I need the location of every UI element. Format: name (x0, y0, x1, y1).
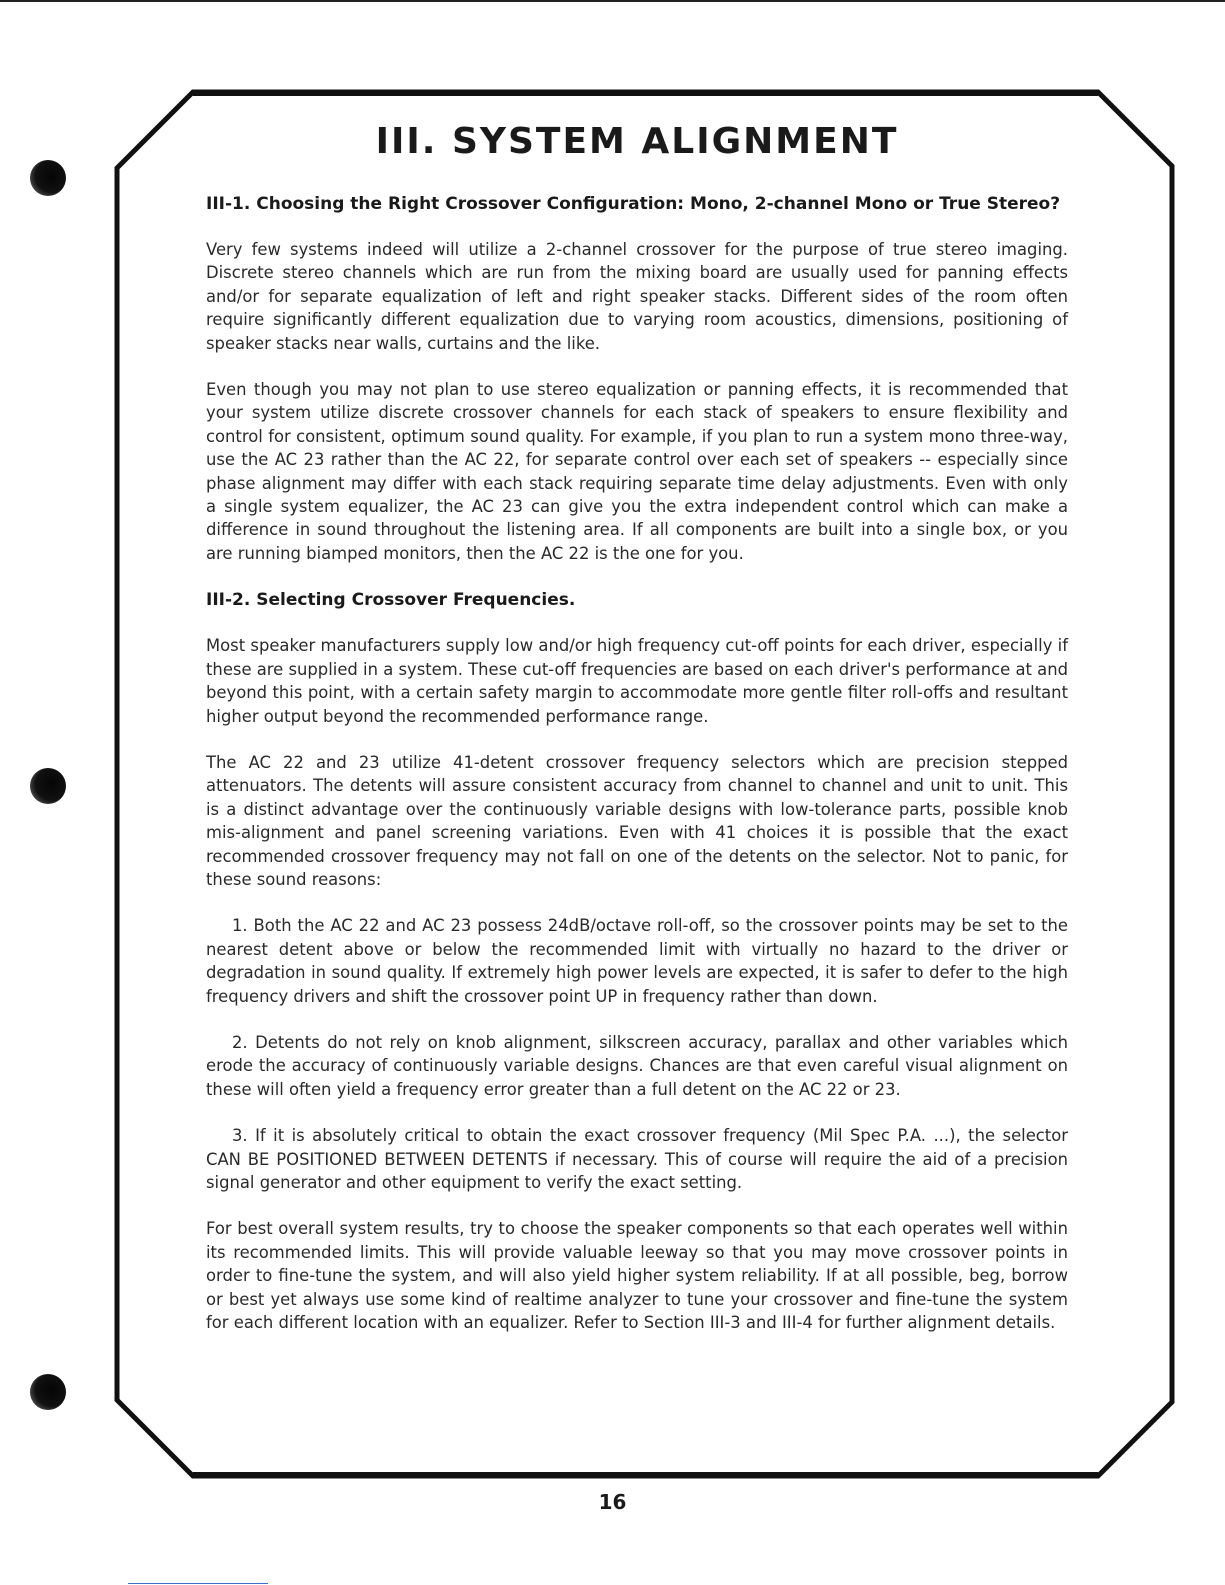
paragraph: Even though you may not plan to use stereo equalization or panning effects, it is recommended that your system utilize discrete crossover channels for each stack of speakers to ensure flexibility and control for consistent, optimum sound quality. For example, if you plan to run a system mono three-way, use the AC 23 rather than the AC 22, for separate control over each set of speakers -- especially since phase alignment may differ with each stack requiring separate time delay adjustments. Even with only a single system equalizer, the AC 23 can give you the extra independent control which can make a difference in sound throughout the listening area. If all components are built into a single box, or you are running biamped monitors, then the AC 22 is the one for you. (206, 380, 1068, 563)
bottom-edge-mark (128, 1583, 268, 1584)
binder-hole-bottom (30, 1374, 66, 1410)
section-heading-1: III-1. Choosing the Right Crossover Configuration: Mono, 2-channel Mono or True Stereo? (206, 194, 1061, 214)
paragraph: The AC 22 and 23 utilize 41-detent crossover frequency selectors which are precision stepped attenuators. The detents will assure consistent accuracy from channel to channel and unit to unit. This is a distinct advantage over the continuously variable designs with low-tolerance parts, possible knob mis-alignment and panel screening variations. Even with 41 choices it is possible that the exact recommended crossover frequency may not fall on one of the detents on the selector. Not to panic, for these sound reasons: (206, 752, 1068, 889)
list-item: 1. Both the AC 22 and AC 23 possess 24dB/octave roll-off, so the crossover points may be set to the nearest detent above or below the recommended limit with virtually no hazard to the driver or degradation in sound quality. If extremely high power levels are expected, it is safer to defer to the high frequency drivers and shift the crossover point UP in frequency rather than down. (206, 916, 1068, 1006)
closing-paragraph: For best overall system results, try to choose the speaker components so that each operates well within its recommended limits. This will provide valuable leeway so that you may move crossover points in order to fine-tune the system, and will also yield higher system reliability. If at all possible, beg, borrow or best yet always use some kind of realtime analyzer to tune your crossover and fine-tune the system for each different location with an equalizer. Refer to Section III-3 and III-4 for further alignment details. (206, 1219, 1068, 1333)
list-item: 2. Detents do not rely on knob alignment, silkscreen accuracy, parallax and other variables which erode the accuracy of continuously variable designs. Chances are that even careful visual alignment on these will often yield a frequency error greater than a full detent on the AC 22 or 23. (206, 1032, 1068, 1099)
page-number: 16 (598, 1490, 627, 1514)
paragraph: Most speaker manufacturers supply low and/or high frequency cut-off points for each driver, especially if these are supplied in a system. These cut-off frequencies are based on each driver's performance at and beyond this point, with a certain safety margin to accommodate more gentle filter roll-offs and resultant higher output beyond the recommended performance range. (206, 636, 1068, 726)
binder-hole-middle (30, 768, 66, 804)
paragraph: Very few systems indeed will utilize a 2-channel crossover for the purpose of true stereo imaging. Discrete stereo channels which are run from the mixing board are usually used for panning effects and/or for separate equalization of left and right speaker stacks. Different sides of the room often require significantly different equalization due to varying room acoustics, dimensions, positioning of speaker stacks near walls, curtains and the like. (206, 240, 1068, 353)
page-title: III. SYSTEM ALIGNMENT (375, 121, 899, 162)
page-content (206, 118, 1068, 1357)
section-heading-2: III-2. Selecting Crossover Frequencies. (206, 590, 576, 611)
list-item: 3. If it is absolutely critical to obtain the exact crossover frequency (Mil Spec P.A. ...), the selector CAN BE POSITIONED BETWEEN DETENTS if necessary. This of course will require the aid of a precision signal generator and other equipment to verify the exact setting. (206, 1126, 1068, 1192)
binder-hole-top (30, 160, 66, 196)
